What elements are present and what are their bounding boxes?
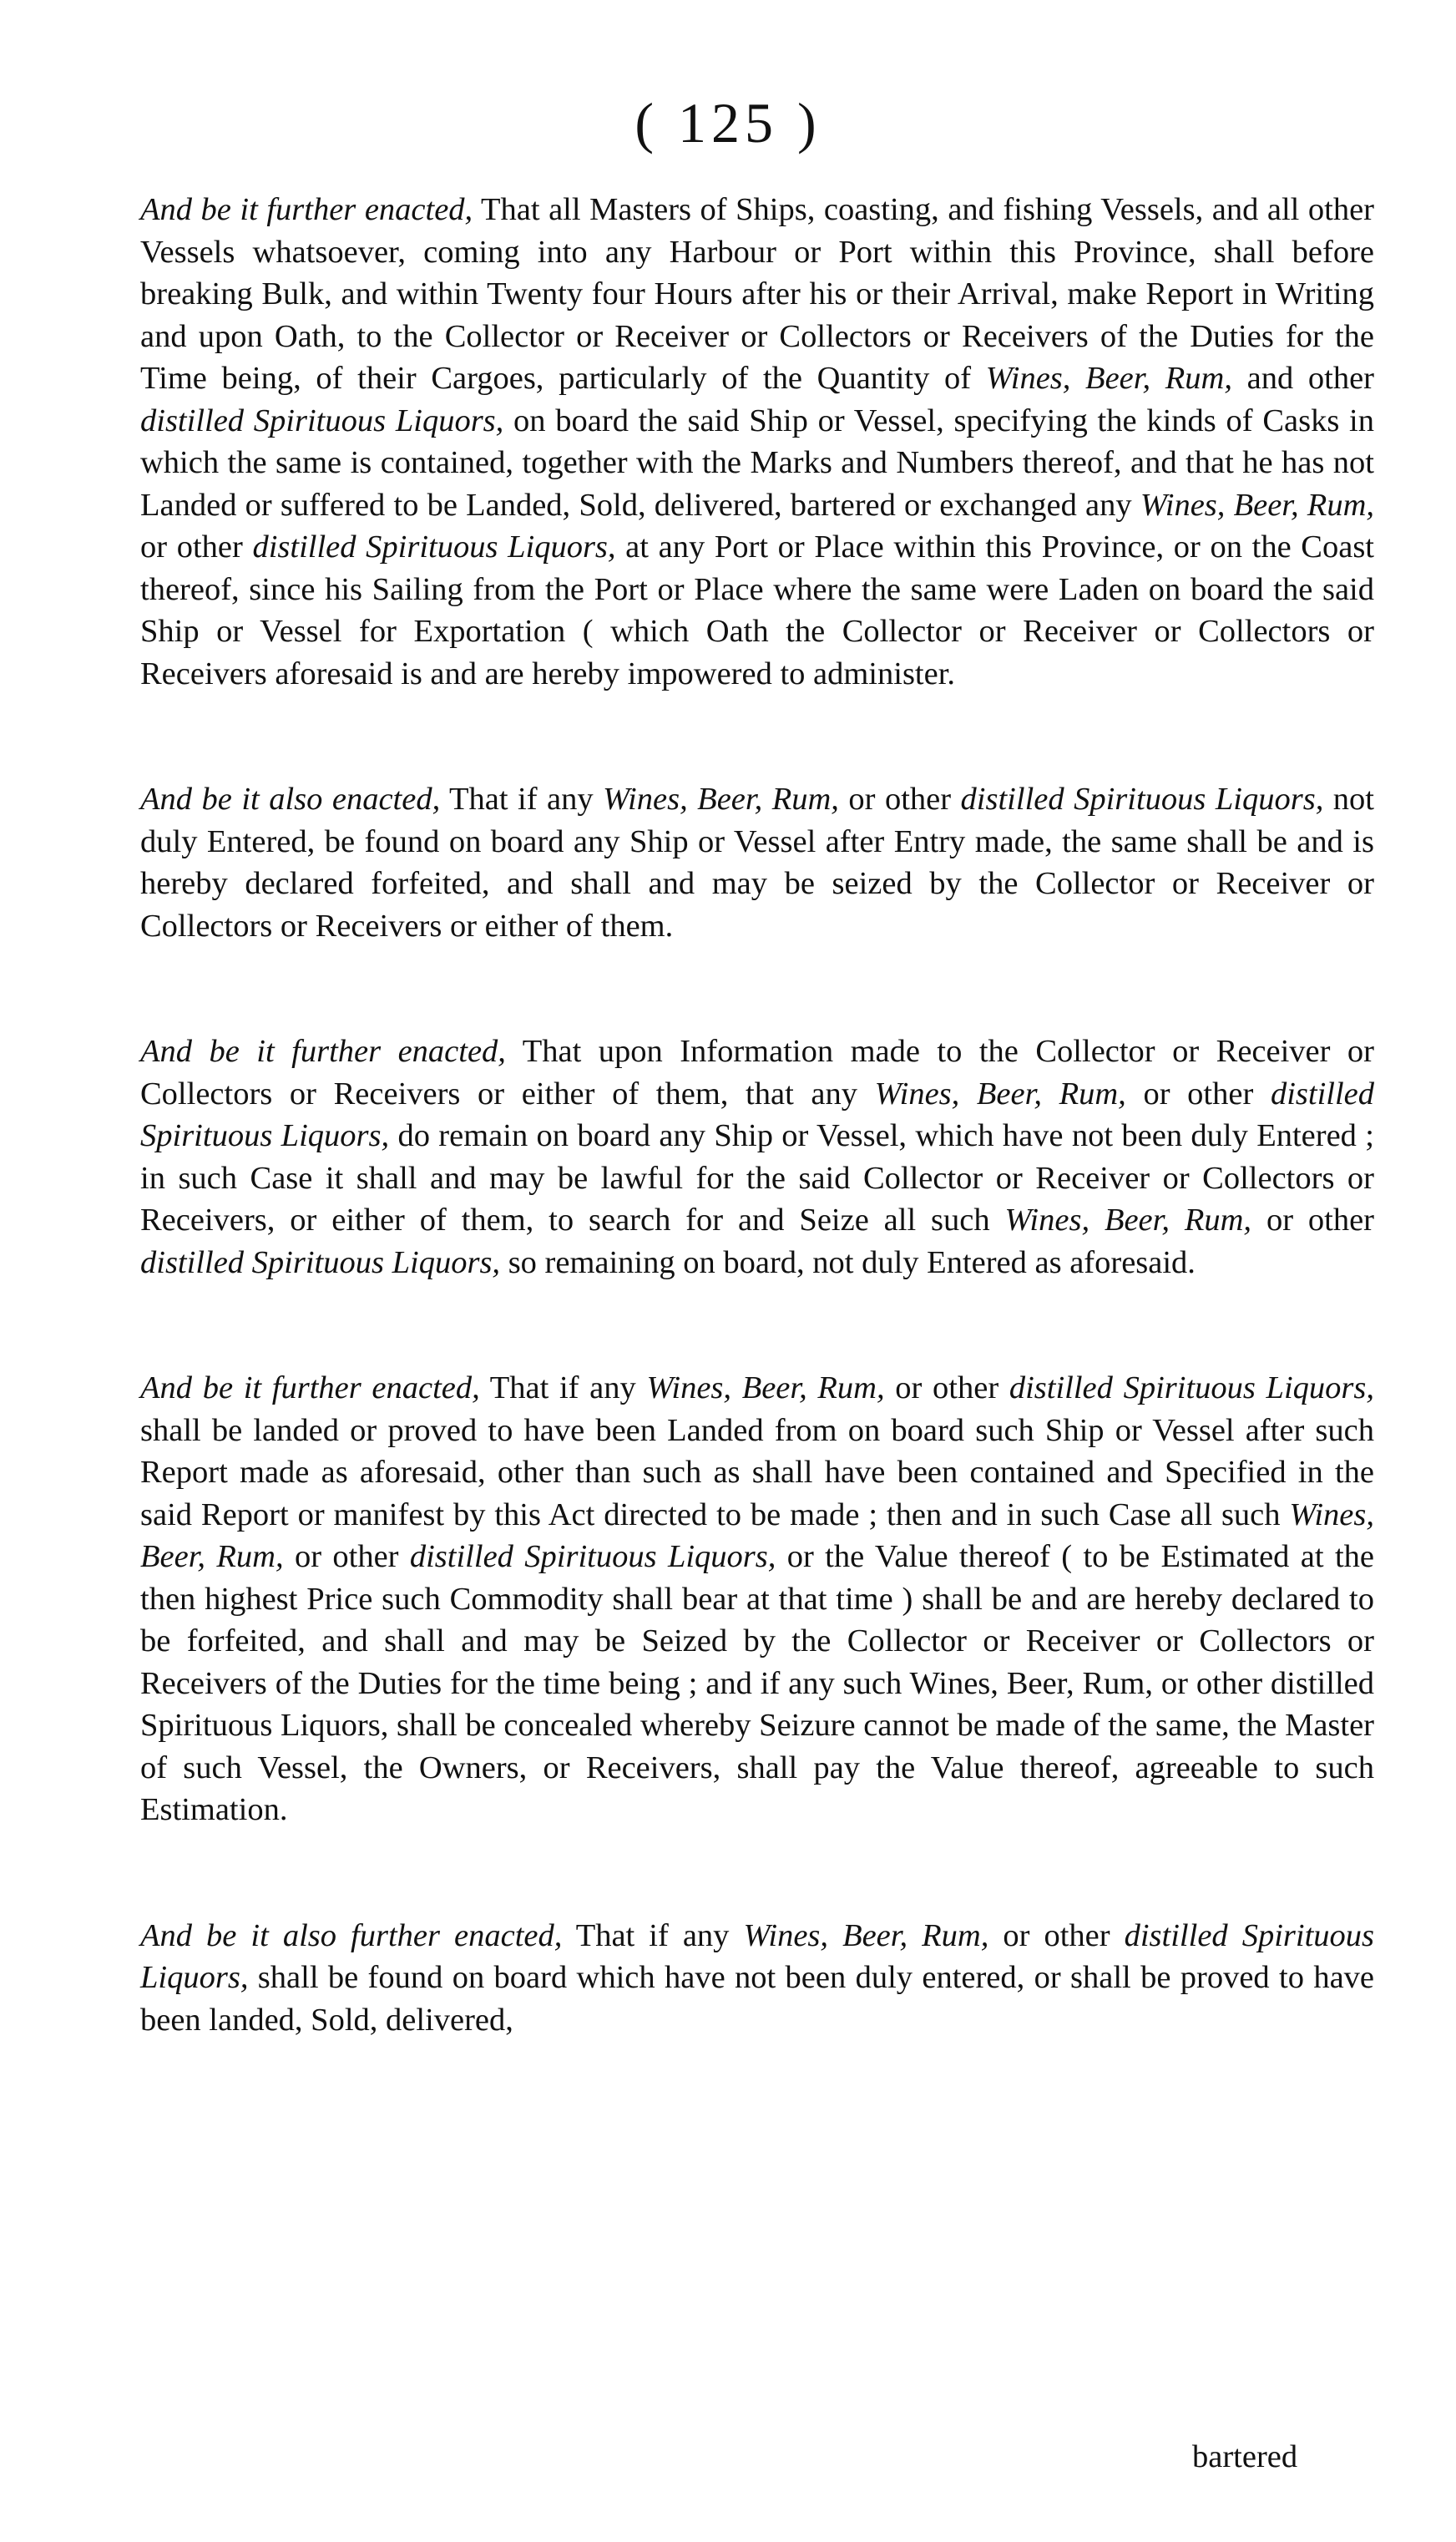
paragraph-text: do remain on board any Ship or Vessel, which have not been duly Entered ; in such Case it shall and may be lawful for the said Collector or Receiver or Collectors or Receivers, or either of them, to search for and Seize all such bbox=[140, 1118, 1374, 1238]
italic-term: Wines, Beer, Rum, bbox=[1004, 1203, 1252, 1238]
italic-term: Wines, Beer, Rum, bbox=[1140, 487, 1374, 523]
paragraph-text: or other bbox=[283, 1539, 410, 1574]
italic-term: distilled Spirituous Liquors, bbox=[1009, 1370, 1375, 1405]
paragraph-text: and other bbox=[1231, 361, 1374, 396]
italic-term: distilled Spirituous Liquors, bbox=[252, 529, 616, 565]
page-number: ( 125 ) bbox=[634, 91, 822, 154]
paragraph-2 bbox=[140, 778, 1374, 947]
paragraph-text: That all Masters of Ships, coasting, and fishing Vessels, and all other Vessels whatsoever, coming into any Harbour or Port within this Province, shall before breaking Bulk, and within Twenty four Hours after his or their Arrival, make Report in Writing and upon Oath, to the Collector or Receiver or Collectors or Receivers of the Duties for the Time being, of their Cargoes, particularly of the Quantity of bbox=[140, 192, 1374, 396]
paragraph-lead: And be it further enacted, bbox=[140, 1034, 506, 1069]
paragraph-text: at any Port or Place within this Province, or on the Coast thereof, since his Sailing from the Port or Place where the same were Laden on board the said Ship or Vessel for Exportation ( which Oath the Collector or Receiver or Collectors or Receivers aforesaid is and are hereby impowered to administer. bbox=[140, 529, 1374, 691]
paragraph-text: shall be found on board which have not been duly entered, or shall be proved to have been landed, Sold, delivered, bbox=[140, 1960, 1374, 2038]
italic-term: Wines, Beer, Rum, bbox=[646, 1370, 885, 1405]
paragraph-text: That if any bbox=[562, 1917, 744, 1953]
paragraph-text: or the Value thereof ( to be Estimated at the then highest Price such Commodity shall bear at that time ) shall be and are hereby declared to be forfeited, and shall and may be Seized by the Collector or Receiver or Collectors or Receivers of the Duties for the time being ; and if any such Wines, Beer, Rum, or other distilled Spirituous Liquors, shall be concealed whereby Seizure cannot be made of the same, the Master of such Vessel, the Owners, or Receivers, shall pay the Value thereof, agreeable to such Estimation. bbox=[140, 1539, 1374, 1827]
paragraph-text: or other bbox=[1251, 1203, 1374, 1238]
paragraph-text: not duly Entered, be found on board any Ship or Vessel after Entry made, the same shall be and is hereby declared forfeited, and shall and may be seized by the Collector or Receiver or Collectors or Receivers or either of them. bbox=[140, 782, 1375, 944]
paragraph-1 bbox=[140, 189, 1374, 695]
italic-term: distilled Spirituous Liquors, bbox=[140, 1244, 501, 1280]
italic-term: Wines, Beer, Rum, bbox=[874, 1076, 1126, 1111]
paragraph-text: or other bbox=[884, 1370, 1009, 1405]
paragraph-text: That if any bbox=[479, 1370, 647, 1405]
paragraph-text: That upon Information made to the Collector or Receiver or Collectors or Receivers or either of them, that any bbox=[140, 1034, 1374, 1111]
paragraph-lead: And be it further enacted, bbox=[140, 192, 473, 227]
italic-term: Wines, Beer, Rum, bbox=[985, 361, 1232, 396]
italic-term: distilled Spirituous Liquors, bbox=[960, 782, 1324, 817]
paragraph-text: or other bbox=[140, 529, 253, 565]
italic-term: distilled Spirituous Liquors, bbox=[140, 1076, 1374, 1153]
paragraph-text: or other bbox=[838, 782, 961, 817]
paragraph-text: on board the said Ship or Vessel, specifying the kinds of Casks in which the same is contained, together with the Marks and Numbers thereof, and that he has not Landed or suffered to be Landed, Sold, delivered, bartered or exchanged any bbox=[140, 403, 1374, 523]
italic-term: distilled Spirituous Liquors, bbox=[409, 1539, 776, 1574]
paragraph-text: or other bbox=[988, 1917, 1125, 1953]
paragraph-text: or other bbox=[1125, 1076, 1271, 1111]
catchword: bartered bbox=[1192, 2439, 1298, 2474]
body-text bbox=[140, 189, 1374, 2124]
paragraph-5 bbox=[140, 1915, 1374, 2042]
paragraph-4 bbox=[140, 1367, 1374, 1831]
paragraph-lead: And be it further enacted, bbox=[140, 1370, 480, 1405]
paragraph-3 bbox=[140, 1030, 1374, 1284]
paragraph-text: so remaining on board, not duly Entered as aforesaid. bbox=[500, 1244, 1196, 1280]
italic-term: Wines, Beer, Rum, bbox=[743, 1917, 989, 1953]
paragraph-text: shall be landed or proved to have been Landed from on board such Ship or Vessel after such Report made as aforesaid, other than such as shall have been contained and Specified in the said Report or manifest by this Act directed to be made ; then and in such Case all such bbox=[140, 1412, 1374, 1532]
paragraph-lead: And be it also further enacted, bbox=[140, 1917, 563, 1953]
italic-term: Wines, Beer, Rum, bbox=[140, 1496, 1374, 1574]
italic-term: distilled Spirituous Liquors, bbox=[140, 1917, 1374, 1995]
italic-term: distilled Spirituous Liquors, bbox=[140, 403, 504, 438]
paragraph-lead: And be it also enacted, bbox=[140, 782, 441, 817]
italic-term: Wines, Beer, Rum, bbox=[603, 782, 839, 817]
paragraph-text: That if any bbox=[440, 782, 604, 817]
